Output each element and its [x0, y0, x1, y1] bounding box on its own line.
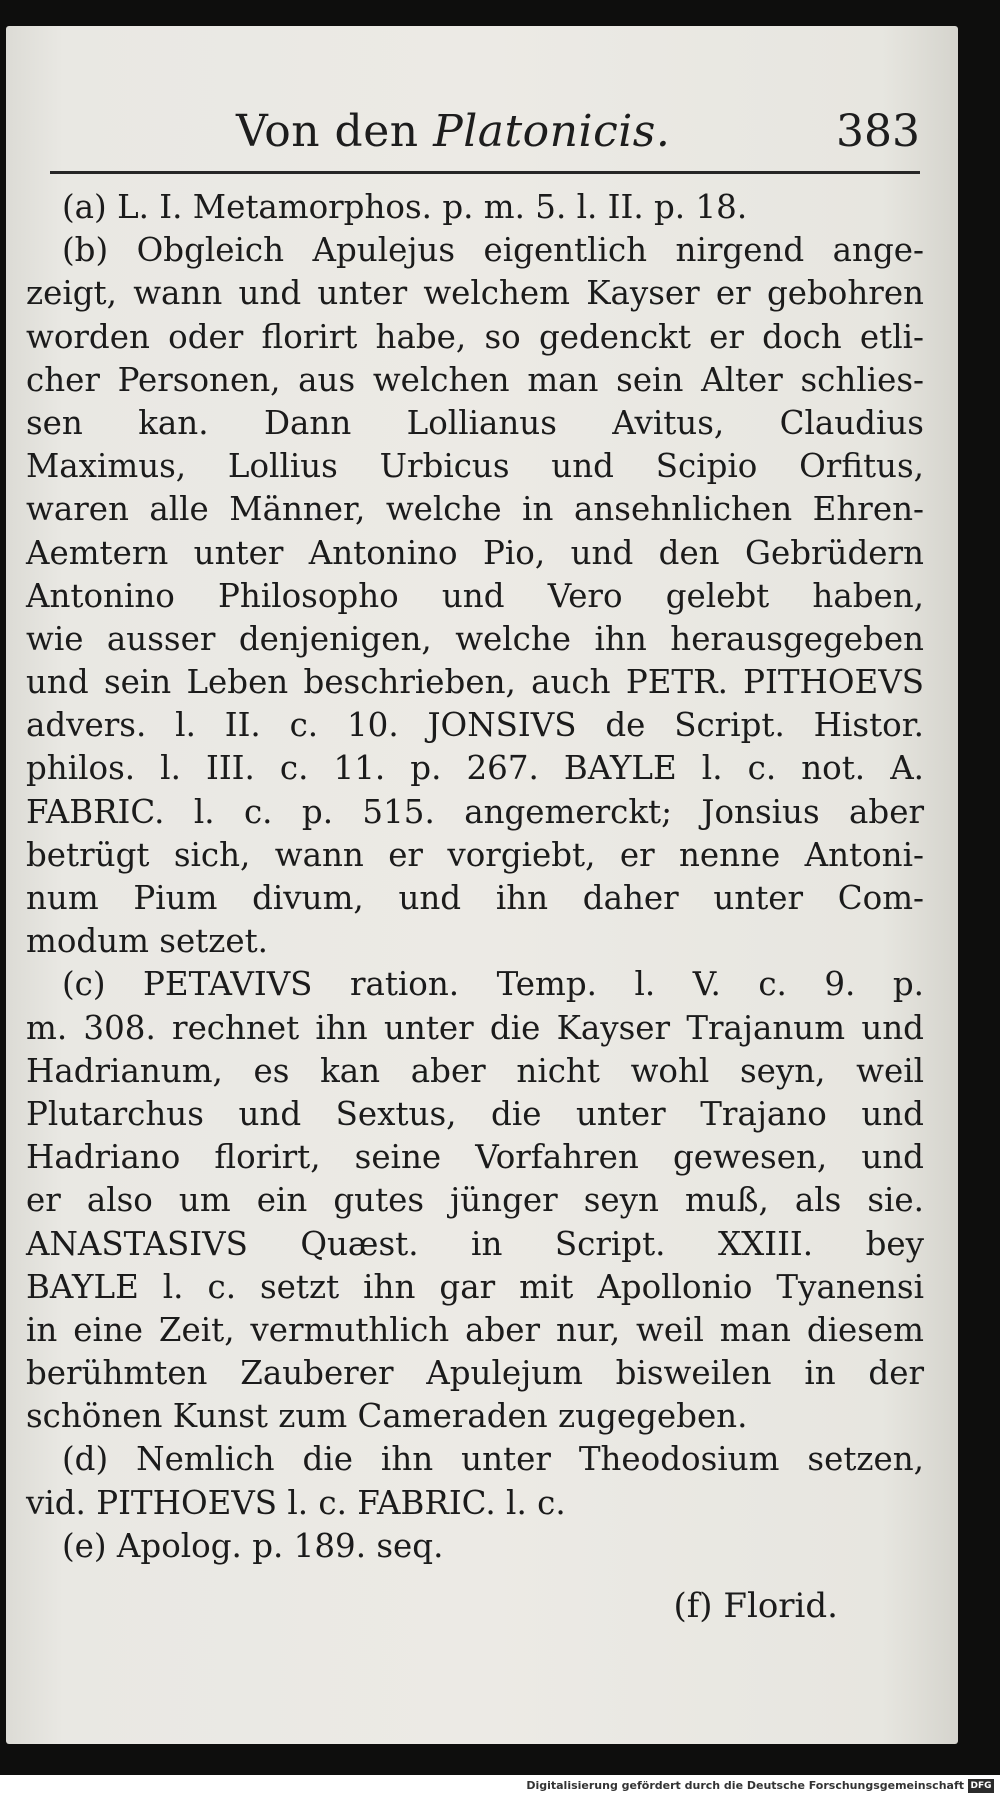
footnote-line: m. 308. rechnet ihn unter die Kayser Trajanum und — [26, 1008, 924, 1047]
digitization-footer — [0, 1775, 1000, 1795]
footnote-line: er also um ein gutes jünger seyn muß, als sie. — [26, 1181, 924, 1220]
footnote-line: Aemtern unter Antonino Pio, und den Gebrüdern — [26, 533, 924, 572]
footnote-line: (e) Apolog. p. 189. seq. — [62, 1526, 444, 1565]
footnote-line: vid. PITHOEVS l. c. FABRIC. l. c. — [26, 1483, 566, 1522]
footnote-line: cher Personen, aus welchen man sein Alter schlies- — [26, 360, 924, 399]
footnote-line: Hadrianum, es kan aber nicht wohl seyn, weil — [26, 1051, 924, 1090]
footnote-line: modum setzet. — [26, 922, 268, 961]
footnote-line: betrügt sich, wann er vorgiebt, er nenne Antoni- — [26, 835, 924, 874]
footnote-line: advers. l. II. c. 10. JONSIVS de Script. Histor. — [26, 706, 924, 745]
footnote-line: waren alle Männer, welche in ansehnlichen Ehren- — [26, 490, 924, 529]
footnote-line: berühmten Zauberer Apulejum bisweilen in der — [26, 1354, 924, 1393]
footnotes-block — [26, 186, 924, 1568]
footnote-line: Plutarchus und Sextus, die unter Trajano und — [26, 1094, 924, 1133]
footnote-line: (c) PETAVIVS ration. Temp. l. V. c. 9. p. — [62, 965, 924, 1004]
footnote-line: zeigt, wann und unter welchem Kayser er gebohren — [26, 274, 924, 313]
footnote-line: philos. l. III. c. 11. p. 267. BAYLE l. c. not. A. — [26, 749, 924, 788]
footnote-line: num Pium divum, und ihn daher unter Com- — [26, 879, 924, 917]
footnote-line: schönen Kunst zum Cameraden zugegeben. — [26, 1397, 748, 1436]
footnote-line: (d) Nemlich die ihn unter Theodosium setzen, — [62, 1440, 924, 1479]
catchword: (f) Florid. — [673, 1586, 838, 1626]
header-rule — [50, 171, 920, 174]
footnote-line: BAYLE l. c. setzt ihn gar mit Apollonio Tyanensi — [26, 1267, 924, 1306]
footnote-line: in eine Zeit, vermuthlich aber nur, weil man diesem — [26, 1310, 924, 1349]
footnote-line: ANASTASIVS Quæst. in Script. XXIII. bey — [26, 1224, 924, 1263]
footnote-line: Antonino Philosopho und Vero gelebt haben, — [26, 576, 924, 615]
footnote-line: und sein Leben beschrieben, auch PETR. PITHOEVS — [26, 663, 924, 702]
footnote-line: Hadriano florirt, seine Vorfahren gewesen, und — [26, 1138, 924, 1177]
funding-credit: Digitalisierung gefördert durch die Deutsche Forschungsgemeinschaft — [526, 1779, 964, 1792]
footnote-line: wie ausser denjenigen, welche ihn herausgegeben — [26, 619, 924, 658]
footnote-line: FABRIC. l. c. p. 515. angemerckt; Jonsius aber — [26, 792, 924, 831]
page-header — [56, 88, 924, 158]
footnote-line: sen kan. Dann Lollianus Avitus, Claudius — [26, 403, 924, 442]
footnote-line: (b) Obgleich Apulejus eigentlich nirgend ange- — [62, 231, 924, 270]
running-head-latin: Platonicis. — [433, 106, 671, 157]
dfg-logo: DFG — [968, 1779, 994, 1793]
running-head — [236, 106, 670, 157]
footnote-line: worden oder florirt habe, so gedenckt er doch etli- — [26, 317, 924, 356]
footnote-line: (a) L. I. Metamorphos. p. m. 5. l. II. p. 18. — [62, 188, 748, 226]
running-head-text: Von den — [236, 106, 419, 157]
book-page — [6, 26, 958, 1744]
page-number: 383 — [836, 106, 920, 157]
footnote-line: Maximus, Lollius Urbicus und Scipio Orfitus, — [26, 447, 924, 486]
